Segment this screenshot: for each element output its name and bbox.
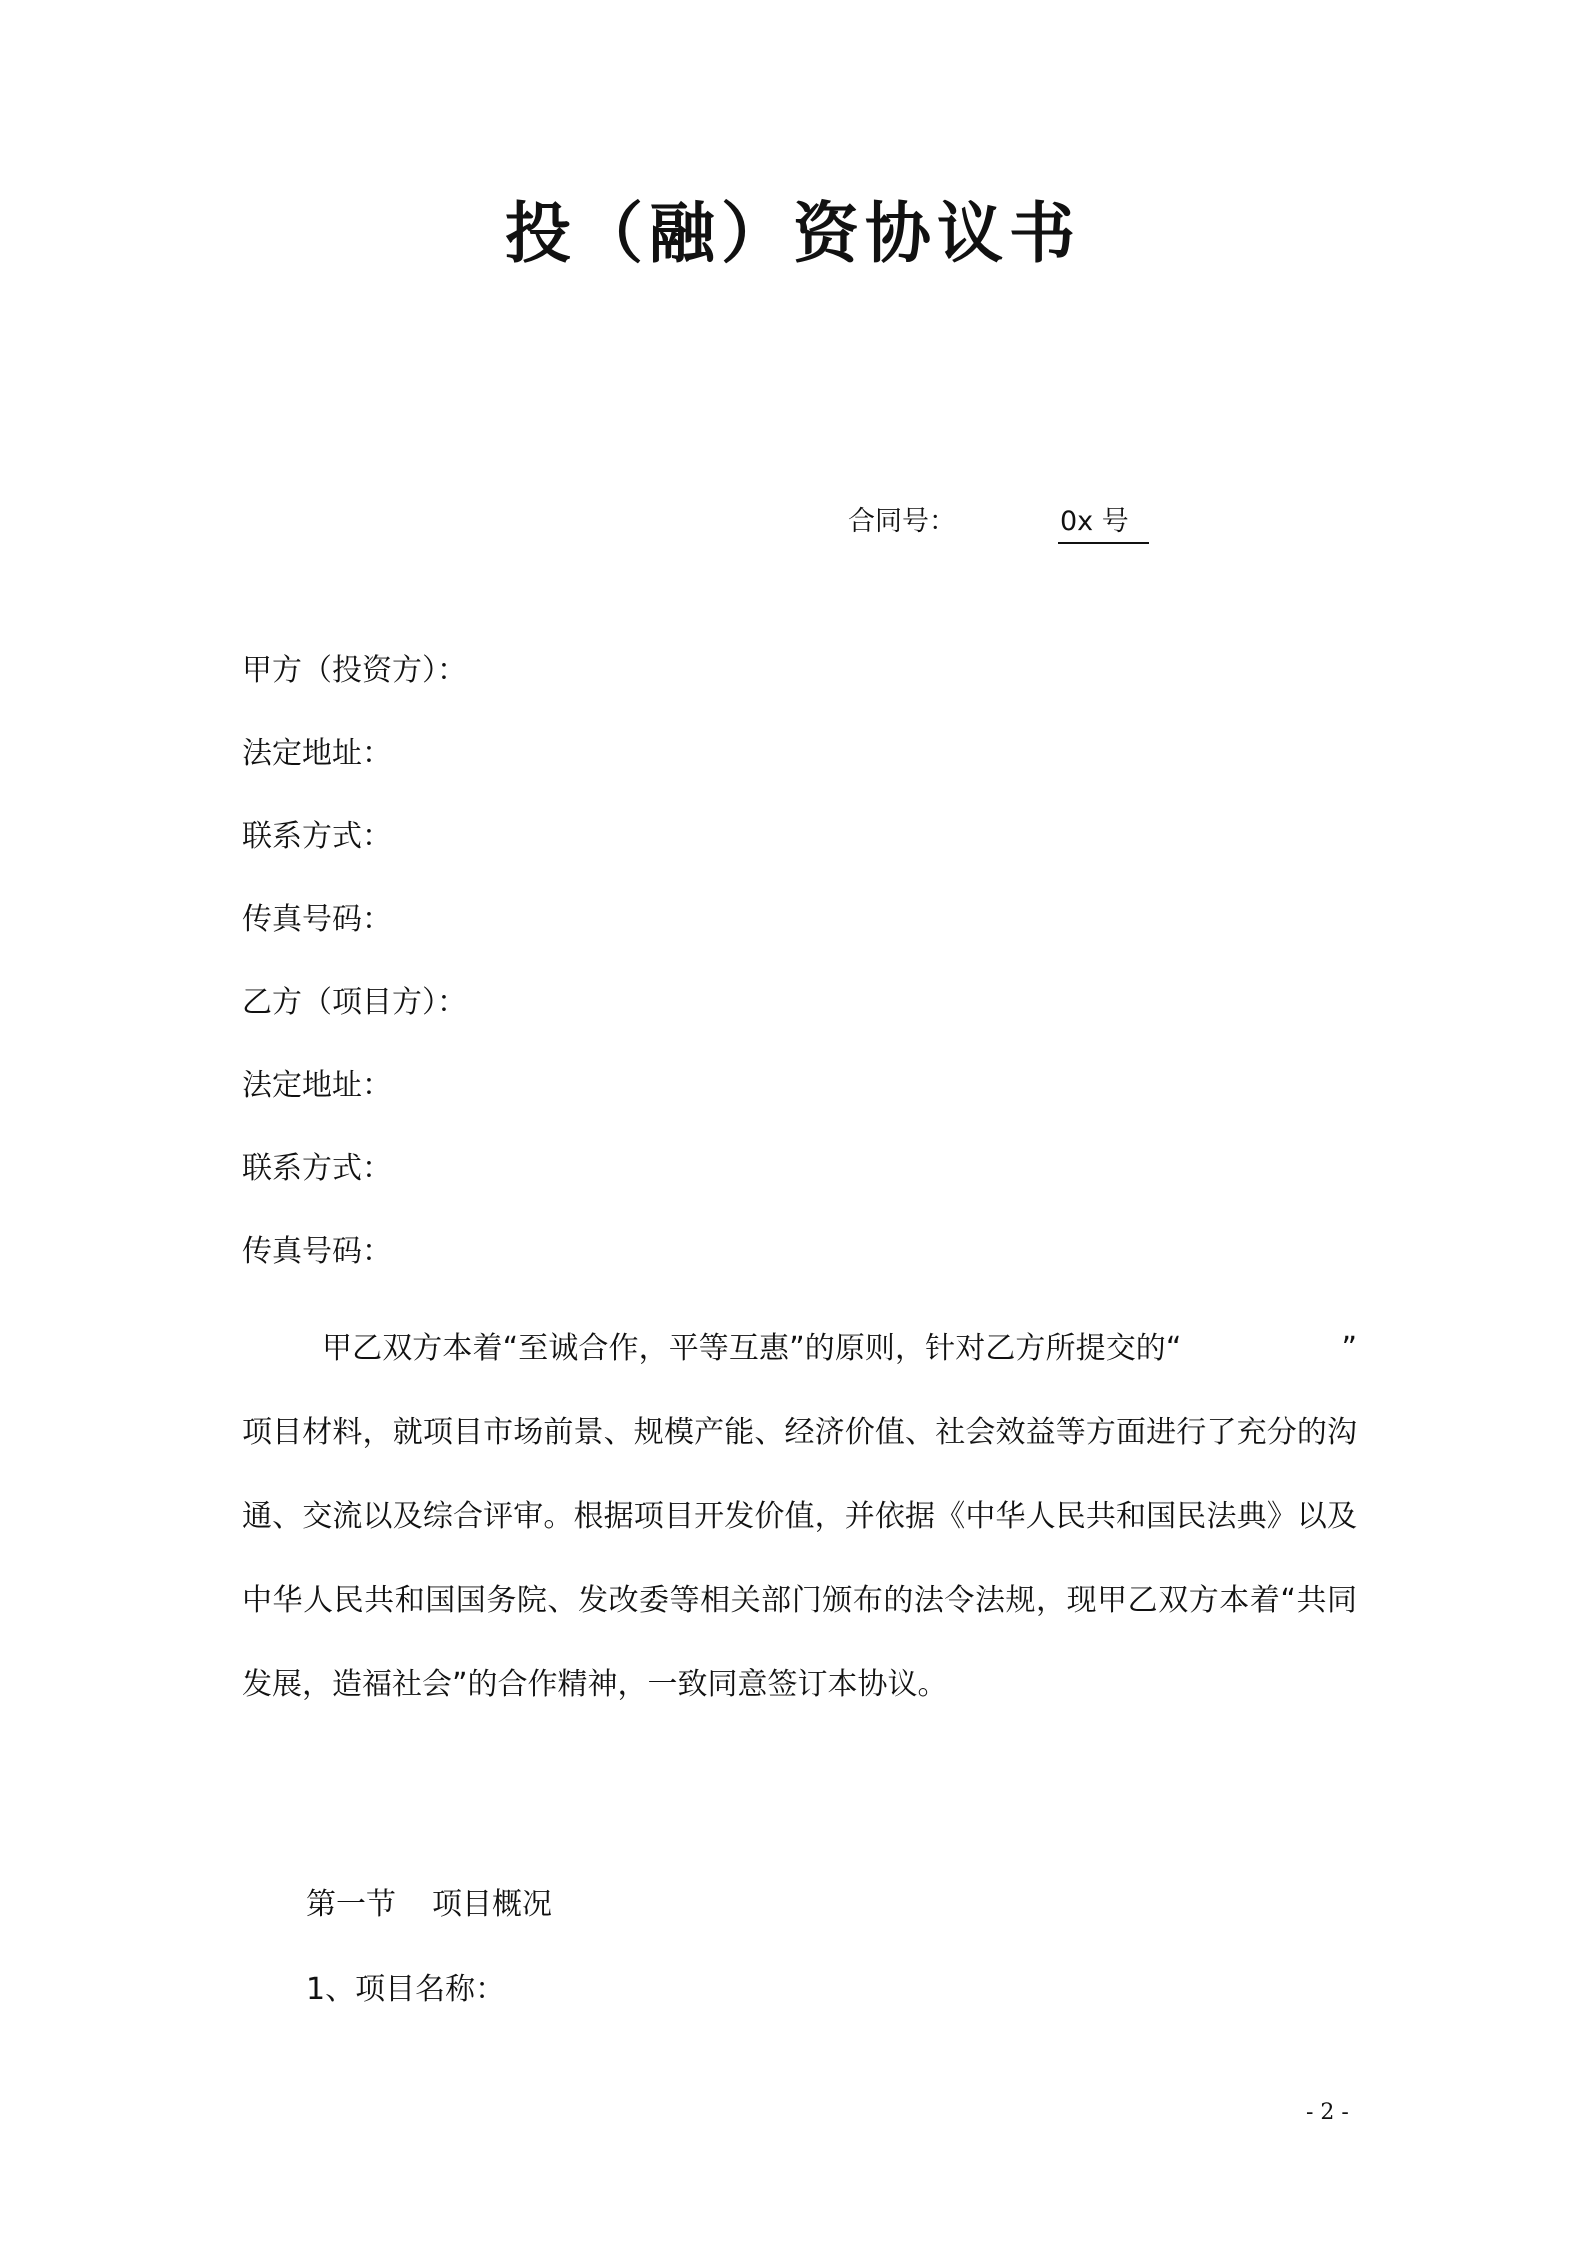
intro-text-part2: 项目材料，就项目市场前景、规模产能、经济价值、社会效益等方面进行了充分的沟通、交流以及综合评审。根据项目开发价值，并依据《中华人民共和国民法典》以及中华人民共和国国务院、发改委等相关部门颁布的法令法规，现甲乙双方本着“共同发展，造福社会”的合作精神，一致同意签订本协议。 (242, 1415, 1357, 1702)
party-b-contact-field: 联系方式： (242, 1151, 392, 1186)
party-a-contact-field: 联系方式： (242, 819, 392, 854)
intro-quote-close: ” (1341, 1331, 1357, 1366)
party-info-list (242, 643, 467, 1307)
page-number: - 2 - (1306, 2100, 1349, 2125)
project-name-item: 1、项目名称： (306, 1972, 506, 2007)
section-title: 项目概况 (432, 1887, 552, 1922)
party-a-field: 甲方（投资方）： (242, 653, 467, 688)
party-a-fax-field: 传真号码： (242, 902, 392, 937)
party-b-fax-field: 传真号码： (242, 1234, 392, 1269)
party-b-field: 乙方（项目方）： (242, 985, 467, 1020)
intro-text-part1: 甲乙双方本着“至诚合作，平等互惠”的原则，针对乙方所提交的 (322, 1331, 1166, 1366)
section-heading (306, 1877, 552, 1933)
party-a-address-field: 法定地址： (242, 736, 392, 771)
contract-number (848, 500, 1149, 544)
contract-number-value: 0x 号 (1058, 502, 1149, 544)
party-b-address-field: 法定地址： (242, 1068, 392, 1103)
intro-paragraph (242, 1307, 1357, 1727)
page-title: 投（融）资协议书 (505, 194, 1081, 272)
intro-quote-open: “ (1165, 1331, 1182, 1366)
section-number: 第一节 (306, 1887, 396, 1922)
contract-number-label: 合同号： (848, 506, 956, 537)
